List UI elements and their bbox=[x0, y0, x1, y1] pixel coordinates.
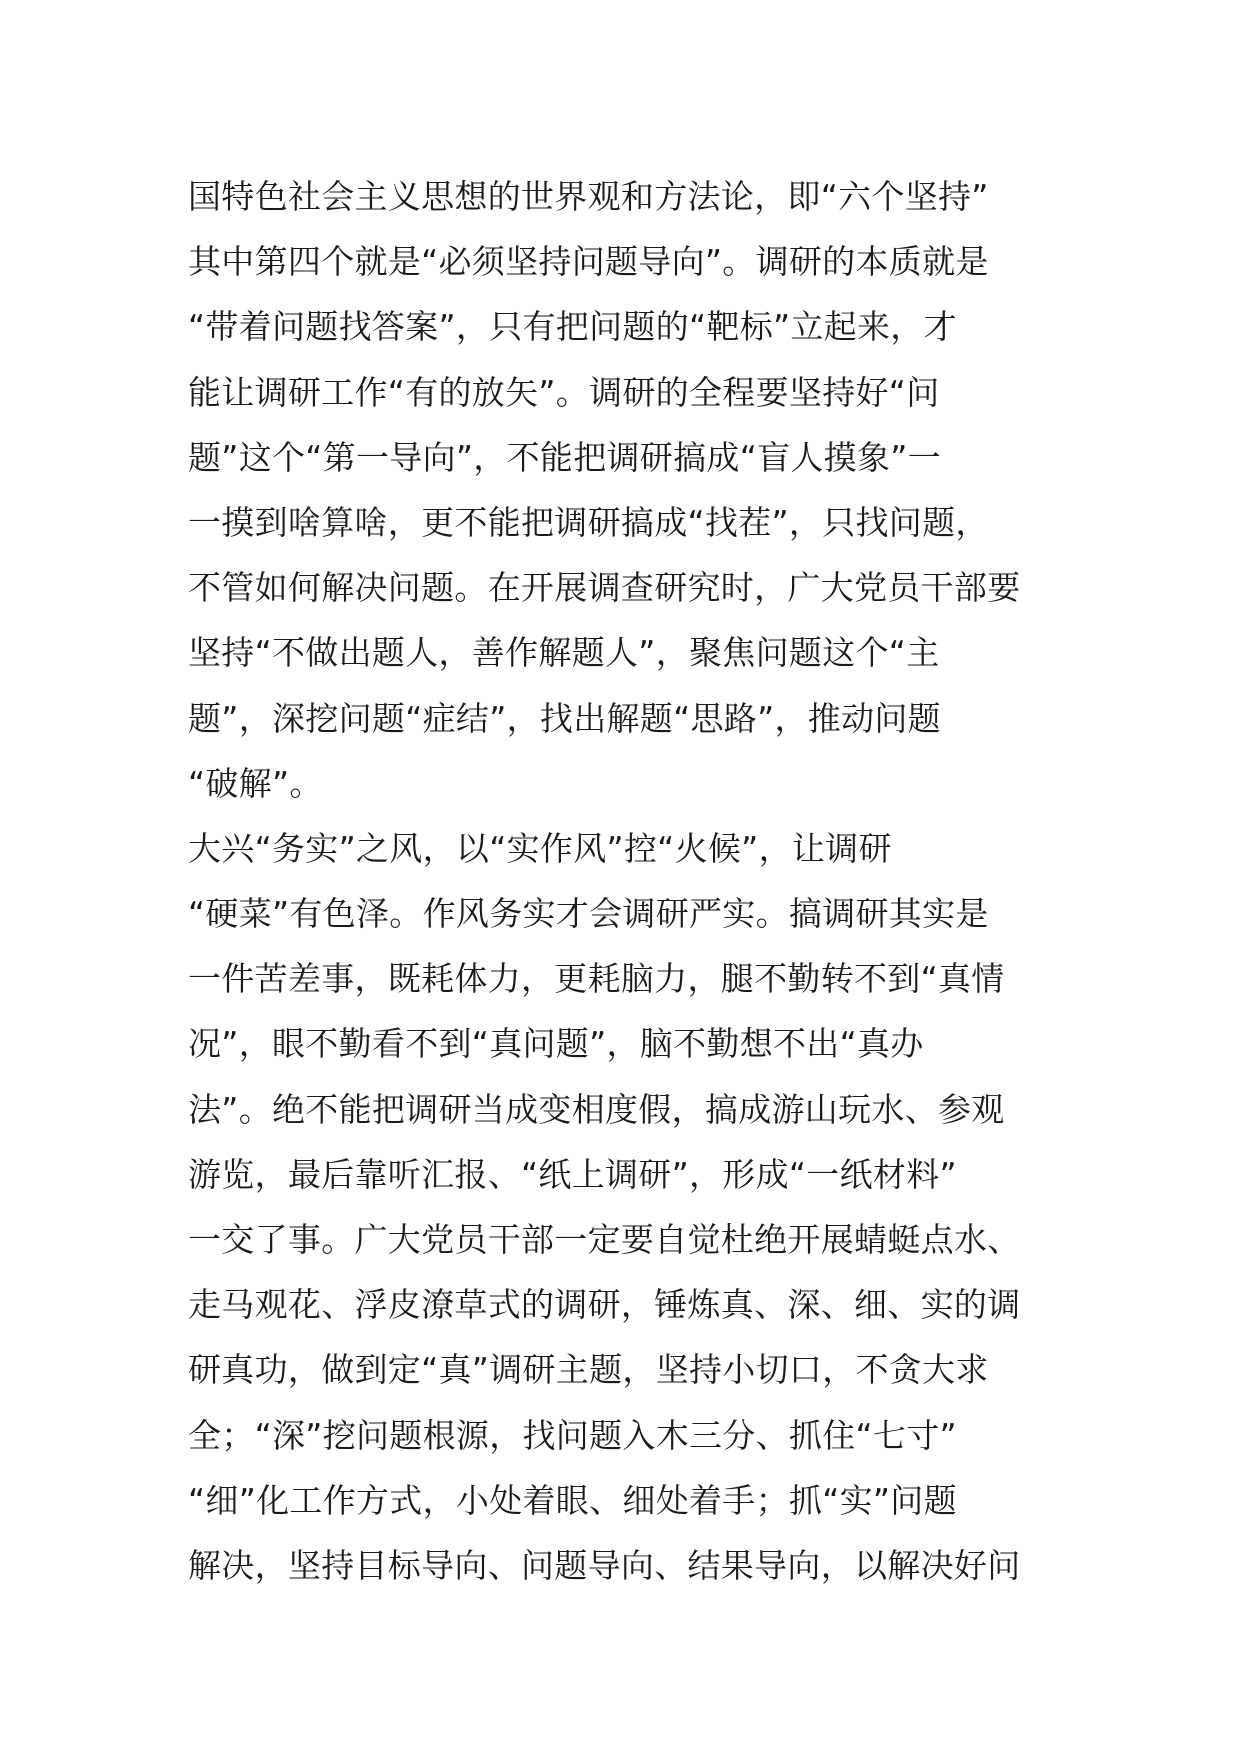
text-line: 一交了事。广大党员干部一定要自觉杜绝开展蜻蜓点水、 bbox=[188, 1220, 1021, 1259]
text-line: “带着问题找答案”，只有把问题的“靶标”立起来，才 bbox=[188, 307, 957, 347]
text-line: 题”，深挖问题“症结”，找出解题“思路”，推动问题 bbox=[188, 698, 941, 738]
text-line: 题”这个“第一导向”，不能把调研搞成“盲人摸象”一 bbox=[188, 437, 941, 477]
text-line: 游览，最后靠听汇报、“纸上调研”，形成“一纸材料” bbox=[188, 1154, 957, 1194]
text-line: 能让调研工作“有的放矢”。调研的全程要坚持好“问 bbox=[188, 372, 940, 412]
text-line: 全；“深”挖问题根源，找问题入木三分、抓住“七寸” bbox=[188, 1415, 957, 1455]
text-line: “破解”。 bbox=[188, 763, 323, 803]
text-line: 其中第四个就是“必须坚持问题导向”。调研的本质就是 bbox=[188, 242, 989, 282]
text-line: 法”。绝不能把调研当成变相度假，搞成游山玩水、参观 bbox=[188, 1089, 1005, 1129]
text-line: 坚持“不做出题人，善作解题人”，聚焦问题这个“主 bbox=[188, 633, 940, 673]
text-line: “细”化工作方式，小处着眼、细处着手；抓“实”问题 bbox=[188, 1480, 957, 1520]
text-line: “硬菜”有色泽。作风务实才会调研严实。搞调研其实是 bbox=[188, 894, 989, 934]
text-line: 一摸到啥算啥，更不能把调研搞成“找茬”，只找问题， bbox=[188, 502, 989, 542]
text-line: 不管如何解决问题。在开展调查研究时，广大党员干部要 bbox=[188, 568, 1021, 608]
text-line: 走马观花、浮皮潦草式的调研，锤炼真、深、细、实的调 bbox=[188, 1285, 1021, 1325]
text-line: 大兴“务实”之风，以“实作风”控“火候”，让调研 bbox=[188, 828, 892, 868]
text-line: 研真功，做到定“真”调研主题，坚持小切口，不贪大求 bbox=[188, 1350, 989, 1390]
body-text bbox=[188, 164, 1068, 1598]
text-line: 一件苦差事，既耗体力，更耗脑力，腿不勤转不到“真情 bbox=[188, 959, 1005, 999]
text-line: 况”，眼不勤看不到“真问题”，脑不勤想不出“真办 bbox=[188, 1024, 924, 1064]
text-line: 解决，坚持目标导向、问题导向、结果导向，以解决好问 bbox=[188, 1545, 1021, 1585]
text-line: 国特色社会主义思想的世界观和方法论，即“六个坚持” bbox=[188, 177, 989, 216]
